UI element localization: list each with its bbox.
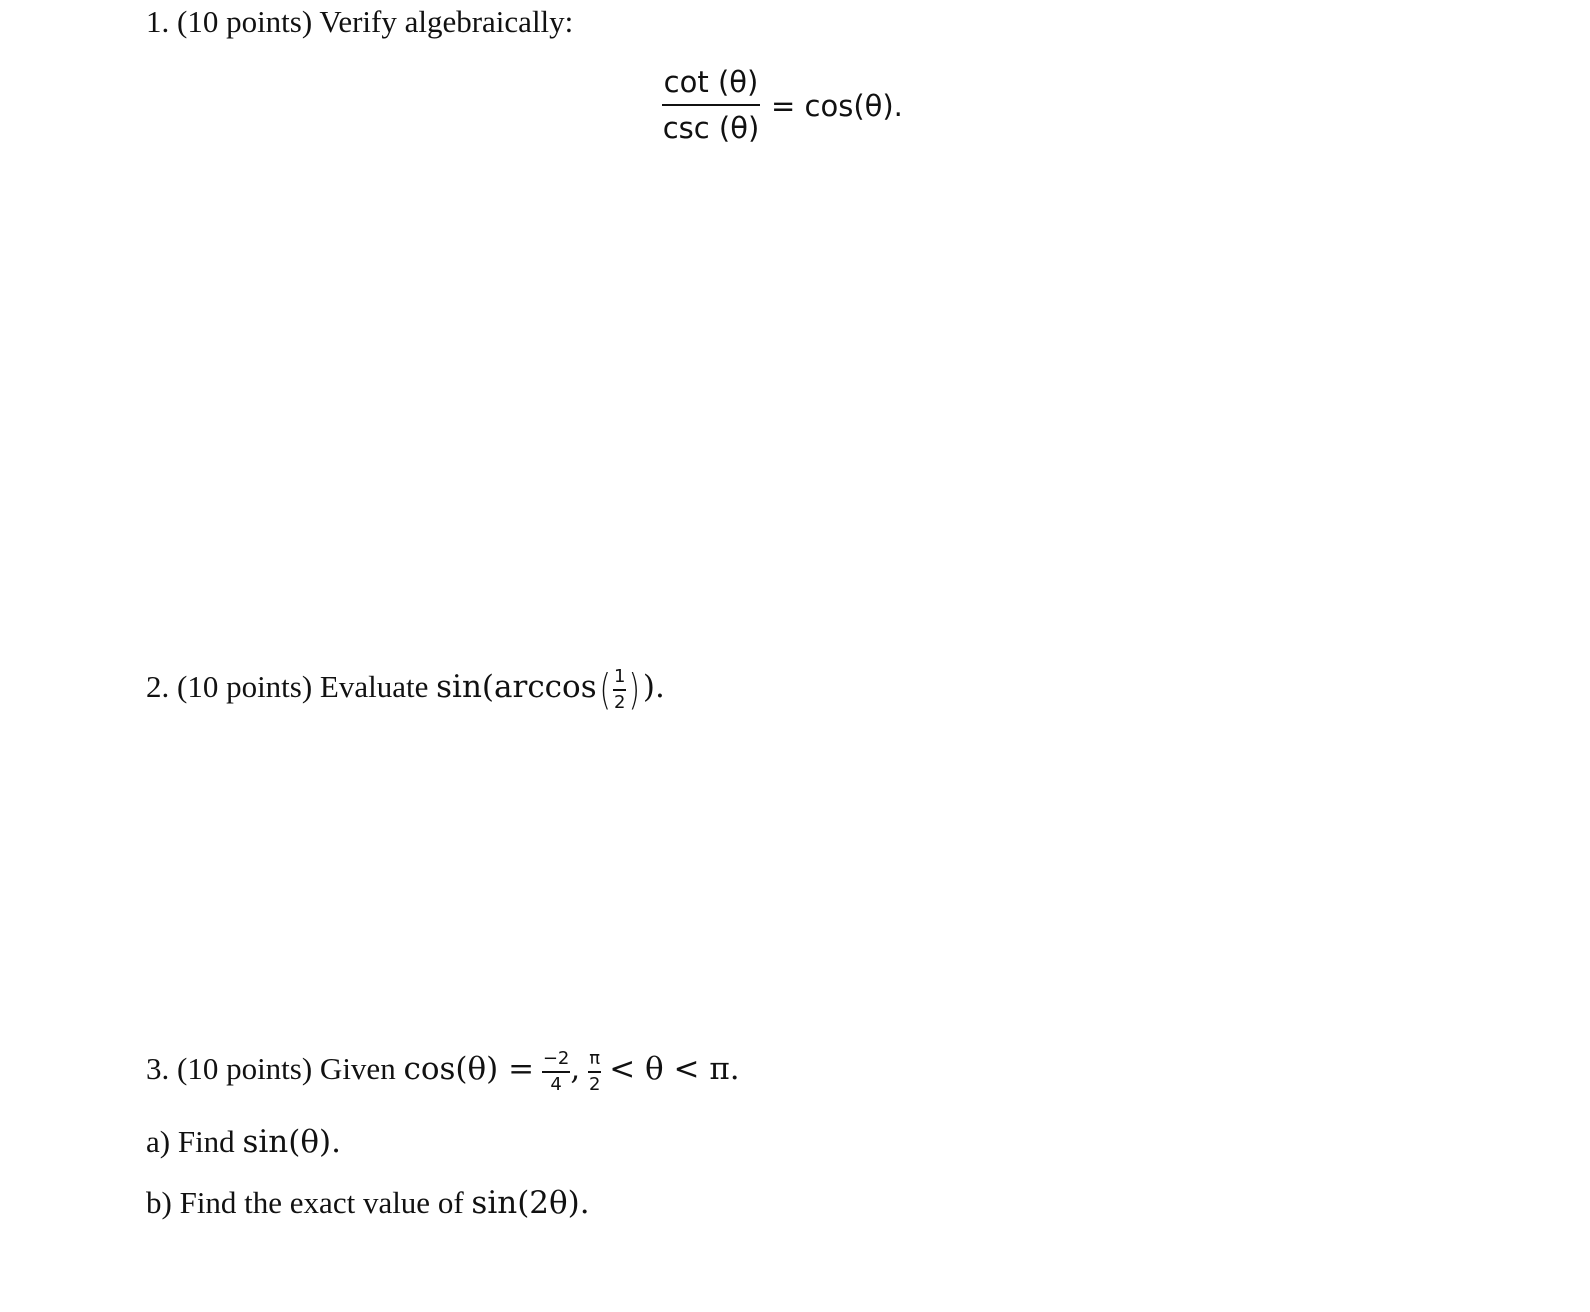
problem-2-func: sin(arccos bbox=[436, 668, 597, 705]
fraction-bar bbox=[662, 104, 760, 106]
problem-3-part-a bbox=[146, 1126, 341, 1158]
problem-3-part-b bbox=[146, 1187, 590, 1219]
part-b-math: sin(2θ). bbox=[471, 1185, 590, 1221]
problem-2-suffix: ). bbox=[642, 668, 665, 705]
fraction-numerator: cot (θ) bbox=[663, 65, 759, 99]
part-b-label: b) Find the exact value of bbox=[146, 1185, 472, 1220]
problem-3-prefix: 3. (10 points) Given bbox=[146, 1050, 404, 1086]
frac-denominator: 4 bbox=[550, 1073, 562, 1095]
comma: , bbox=[570, 1050, 581, 1087]
right-paren: ) bbox=[628, 664, 641, 714]
left-paren: ( bbox=[599, 664, 611, 714]
part-a-label: a) Find bbox=[146, 1124, 243, 1159]
problem-3-inequality: < θ < π. bbox=[609, 1050, 740, 1087]
pi-over-two-fraction bbox=[588, 1050, 601, 1094]
neg-two-quarters-fraction bbox=[542, 1050, 571, 1094]
problem-3-func: cos(θ) = bbox=[403, 1050, 535, 1087]
part-a-math: sin(θ). bbox=[242, 1124, 341, 1160]
problem-2-prefix: 2. (10 points) Evaluate bbox=[146, 668, 437, 704]
one-half-fraction bbox=[613, 668, 626, 712]
fraction-denominator: csc (θ) bbox=[662, 111, 760, 145]
frac-numerator: −2 bbox=[542, 1048, 570, 1069]
problem-1-heading: 1. (10 points) Verify algebraically: bbox=[146, 4, 574, 39]
frac-denominator: 2 bbox=[614, 691, 626, 713]
problem-3 bbox=[146, 1050, 740, 1094]
frac-numerator: 1 bbox=[614, 666, 626, 687]
problem-2 bbox=[146, 664, 665, 714]
frac-numerator: π bbox=[589, 1048, 601, 1069]
equation-rhs: = cos(θ). bbox=[771, 89, 903, 123]
frac-denominator: 2 bbox=[588, 1073, 601, 1095]
